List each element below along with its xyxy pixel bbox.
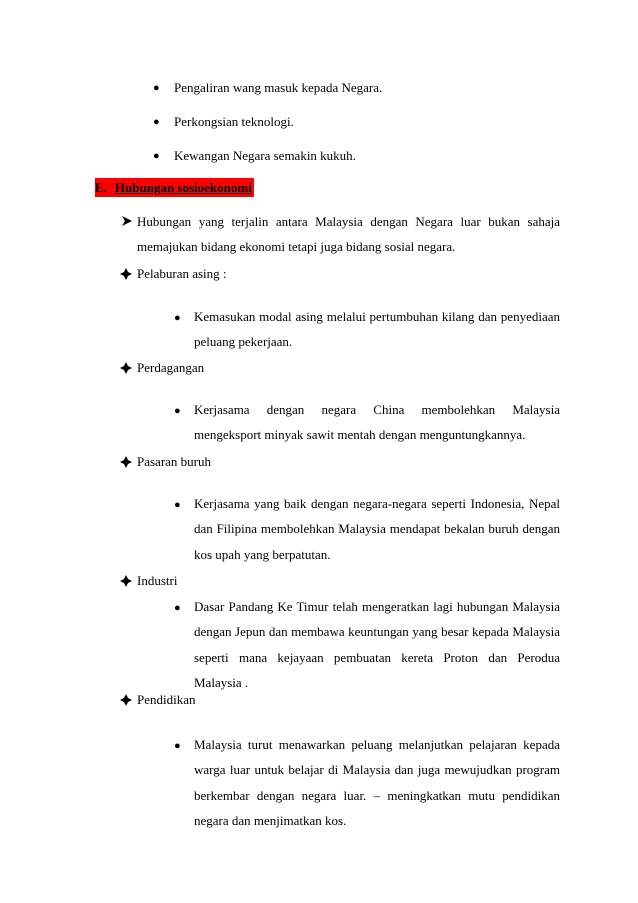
list-item: Pengaliran wang masuk kepada Negara.: [174, 80, 383, 95]
section-heading: [95, 178, 254, 197]
item-heading: Pelaburan asing :: [137, 266, 227, 281]
item-heading: Industri: [137, 573, 178, 588]
bullet-dot-icon: ●: [174, 405, 181, 417]
diamond-bullet-icon: [120, 694, 132, 706]
bullet-dot-icon: ●: [174, 602, 181, 614]
diamond-bullet-icon: [120, 456, 132, 468]
diamond-bullet-icon: [120, 362, 132, 374]
bullet-dot-icon: ●: [153, 150, 160, 162]
item-detail: Kemasukan modal asing melalui pertumbuhan kilang dan penyediaan peluang pekerjaan.: [194, 309, 560, 350]
item-detail: Malaysia turut menawarkan peluang melanjutkan pelajaran kepada warga luar untuk belajar di Malaysia dan juga mewujudkan program berkembar dengan negara luar. – meningkatkan mutu pendidikan negara dan menjimatkan kos.: [194, 737, 560, 828]
diamond-bullet-icon: [120, 268, 132, 280]
list-item: Kewangan Negara semakin kukuh.: [174, 148, 356, 163]
diamond-bullet-icon: [120, 575, 132, 587]
section-title: Hubungan sosioekonomi: [114, 180, 252, 195]
bullet-dot-icon: ●: [174, 740, 181, 752]
item-heading: Perdagangan: [137, 360, 205, 375]
bullet-dot-icon: ●: [174, 499, 181, 511]
item-detail: Kerjasama yang baik dengan negara-negara seperti Indonesia, Nepal dan Filipina membolehkan Malaysia mendapat bekalan buruh dengan kos upah yang berpatutan.: [194, 496, 560, 562]
arrow-bullet-icon: [121, 215, 133, 227]
item-heading: Pendidikan: [137, 692, 196, 707]
item-detail: Kerjasama dengan negara China membolehkan Malaysia mengeksport minyak sawit mentah dengan menguntungkannya.: [194, 402, 560, 443]
bullet-dot-icon: ●: [174, 312, 181, 324]
section-letter: E.: [95, 180, 107, 195]
bullet-dot-icon: ●: [153, 82, 160, 94]
item-detail: Dasar Pandang Ke Timur telah mengeratkan lagi hubungan Malaysia dengan Jepun dan membawa keuntungan yang besar kepada Malaysia seperti mana kejayaan pembuatan kereta Proton dan Perodua Malaysia .: [194, 599, 560, 690]
list-item: Perkongsian teknologi.: [174, 114, 294, 129]
intro-paragraph: Hubungan yang terjalin antara Malaysia dengan Negara luar bukan sahaja memajukan bidang ekonomi tetapi juga bidang sosial negara.: [137, 214, 560, 255]
item-heading: Pasaran buruh: [137, 454, 212, 469]
bullet-dot-icon: ●: [153, 116, 160, 128]
